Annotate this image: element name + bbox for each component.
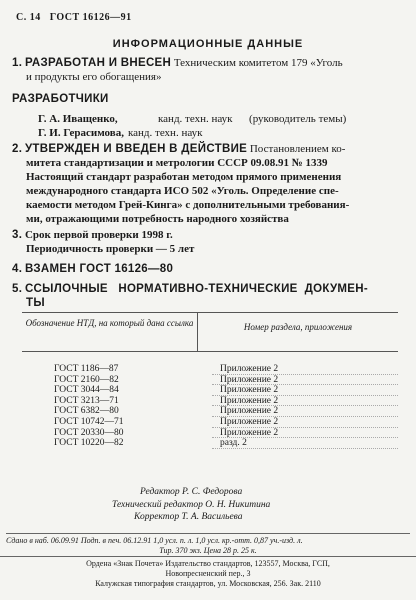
section-text: Постановлением ко- bbox=[249, 143, 346, 155]
document-title: ИНФОРМАЦИОННЫЕ ДАННЫЕ bbox=[112, 38, 304, 50]
section-developers bbox=[12, 92, 402, 140]
developers-heading: РАЗРАБОТЧИКИ bbox=[12, 93, 109, 105]
page-number: С. 14 bbox=[16, 12, 41, 23]
table-row bbox=[22, 428, 398, 439]
section-heading: ВЗАМЕН ГОСТ 16126—80 bbox=[24, 263, 174, 275]
section-text: Настоящий стандарт разработан методом прямого применения bbox=[26, 171, 342, 183]
references-table bbox=[22, 312, 398, 449]
table-row bbox=[22, 396, 398, 407]
table-row bbox=[22, 364, 398, 375]
section-number: 1. bbox=[12, 57, 23, 69]
section-text: каемости методом Грей-Кинга» с дополнительными требования- bbox=[26, 199, 350, 211]
section-developed-by bbox=[12, 56, 402, 84]
credits bbox=[0, 486, 416, 524]
table-cell-document: ГОСТ 3044—84 bbox=[54, 385, 119, 396]
section-heading: УТВЕРЖДЕН И ВВЕДЕН В ДЕЙСТВИЕ bbox=[24, 143, 248, 155]
technical-editor: Технический редактор О. Н. Никитина bbox=[112, 499, 271, 510]
table-cell-section: разд. 2 bbox=[212, 438, 398, 449]
table-body bbox=[22, 352, 398, 449]
section-text: Периодичность проверки — 5 лет bbox=[26, 243, 195, 255]
table-row bbox=[22, 385, 398, 396]
imprint-line: Сдано в наб. 06.09.91 Подп. в печ. 06.12.91 1,0 усл. п. л. 1,0 усл. кр.-отт. 0,87 уч.-изд. л. bbox=[6, 536, 303, 545]
section-approved bbox=[12, 142, 402, 226]
publisher-line: Калужская типография стандартов, ул. Московская, 256. Зак. 2110 bbox=[95, 579, 321, 588]
table-cell-section: Приложение 2 bbox=[212, 385, 398, 396]
section-number: 5. bbox=[12, 283, 23, 295]
table-cell-document: ГОСТ 10742—71 bbox=[54, 416, 124, 427]
section-number: 2. bbox=[12, 143, 23, 155]
section-text: митета стандартизации и метрологии СССР 09.08.91 № 1339 bbox=[26, 157, 328, 169]
standard-number: ГОСТ 16126—91 bbox=[49, 12, 132, 23]
table-cell-document: ГОСТ 3213—71 bbox=[54, 395, 119, 406]
section-heading: РАЗРАБОТАН И ВНЕСЕН bbox=[24, 57, 172, 69]
table-cell-section: Приложение 2 bbox=[212, 417, 398, 428]
developer-row bbox=[12, 112, 402, 126]
table-cell-document: ГОСТ 20330—80 bbox=[54, 427, 124, 438]
developer-row bbox=[12, 126, 402, 140]
section-number: 4. bbox=[12, 263, 23, 275]
table-row bbox=[22, 417, 398, 428]
imprint-line: Тир. 370 экз. Цена 28 р. 25 к. bbox=[159, 546, 257, 555]
table-cell-section: Приложение 2 bbox=[212, 406, 398, 417]
section-heading-continued: ТЫ bbox=[26, 297, 45, 309]
column-header-document: Обозначение НТД, на который дана ссылка bbox=[22, 313, 198, 351]
column-header-section: Номер раздела, приложения bbox=[243, 322, 353, 332]
publisher-info bbox=[0, 556, 416, 589]
section-text: ми, отражающими потребность народного хозяйства bbox=[26, 213, 289, 225]
section-references bbox=[12, 282, 402, 310]
section-text: международного стандарта ИСО 502 «Уголь. Определение спе- bbox=[26, 185, 339, 197]
table-cell-section: Приложение 2 bbox=[212, 364, 398, 375]
page-header bbox=[16, 12, 138, 23]
section-review bbox=[12, 228, 402, 256]
publisher-line: Ордена «Знак Почета» Издательство стандартов, 123557, Москва, ГСП, bbox=[86, 559, 330, 568]
developer-name: Г. И. Герасимова, bbox=[38, 127, 124, 139]
table-row bbox=[22, 375, 398, 386]
editor: Редактор Р. С. Федорова bbox=[140, 487, 243, 497]
table-cell-section: Приложение 2 bbox=[212, 375, 398, 386]
table-header bbox=[22, 313, 398, 352]
section-text: и продукты его обогащения» bbox=[26, 71, 162, 83]
developer-role: канд. техн. наук bbox=[127, 127, 203, 139]
table-cell-document: ГОСТ 6382—80 bbox=[54, 406, 119, 417]
table-row bbox=[22, 406, 398, 417]
table-cell-document: ГОСТ 1186—87 bbox=[54, 364, 119, 374]
table-cell-section: Приложение 2 bbox=[212, 428, 398, 439]
corrector: Корректор Т. А. Васильева bbox=[134, 512, 243, 522]
developer-role: канд. техн. наук (руководитель темы) bbox=[158, 113, 347, 125]
developer-name: Г. А. Иващенко, bbox=[38, 113, 118, 125]
print-imprint bbox=[6, 533, 410, 556]
section-heading: ССЫЛОЧНЫЕ НОРМАТИВНО-ТЕХНИЧЕСКИЕ ДОКУМЕН- bbox=[24, 283, 369, 295]
section-replaces bbox=[12, 262, 402, 276]
section-number: 3. bbox=[12, 229, 23, 241]
table-cell-document: ГОСТ 10220—82 bbox=[54, 438, 124, 449]
table-cell-document: ГОСТ 2160—82 bbox=[54, 374, 119, 385]
section-text: Срок первой проверки 1998 г. bbox=[24, 229, 173, 241]
section-text: Техническим комитетом 179 «Уголь bbox=[173, 57, 343, 69]
table-cell-section: Приложение 2 bbox=[212, 396, 398, 407]
publisher-line: Новопресненский пер., 3 bbox=[165, 569, 251, 578]
table-row bbox=[22, 438, 398, 449]
